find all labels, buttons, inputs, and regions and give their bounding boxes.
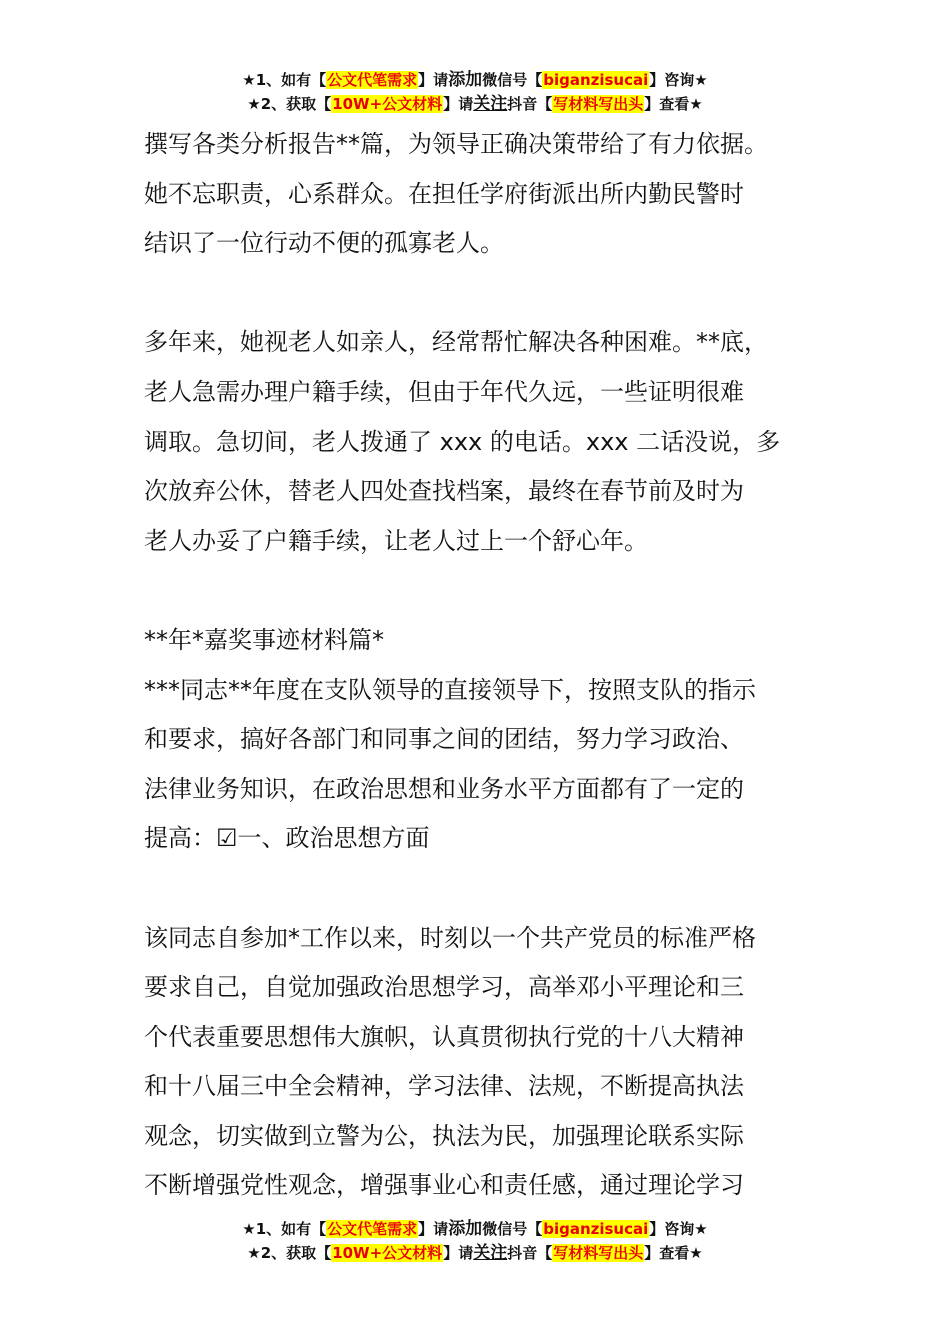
emphasis-text: 添加 xyxy=(448,70,483,90)
text-line: 个代表重要思想伟大旗帜，认真贯彻执行党的十八大精神 xyxy=(144,1022,744,1051)
banner-text: 】咨询★ xyxy=(649,1220,708,1238)
text-line: 要求自己，自觉加强政治思想学习，高举邓小平理论和三 xyxy=(144,973,744,1002)
paragraph-3 xyxy=(144,666,844,864)
banner-text: 】咨询★ xyxy=(649,71,708,89)
banner-text: 】查看★ xyxy=(644,95,703,113)
text-line: 老人办妥了户籍手续，让老人过上一个舒心年。 xyxy=(144,526,648,555)
banner-text: 】请 xyxy=(418,1220,449,1238)
paragraph-gap xyxy=(144,566,844,616)
douyin-account: 写材料写出头 xyxy=(553,95,644,113)
highlight-text: 10W+公文材料 xyxy=(332,1244,443,1262)
wechat-id: biganzisucai xyxy=(543,1220,649,1238)
banner-text: 抖音【 xyxy=(507,95,553,113)
text-line: 次放弃公休，替老人四处查找档案，最终在春节前及时为 xyxy=(144,477,744,506)
text-line: 老人急需办理户籍手续，但由于年代久远，一些证明很难 xyxy=(144,377,744,406)
emphasis-text: 添加 xyxy=(448,1219,483,1239)
bottom-banner xyxy=(0,1217,950,1265)
paragraph-1 xyxy=(144,120,844,269)
paragraph-4 xyxy=(144,914,844,1212)
banner-text: 】请 xyxy=(443,1244,474,1262)
document-body xyxy=(144,120,844,1211)
banner-line-1 xyxy=(0,68,950,92)
banner-text: 】查看★ xyxy=(644,1244,703,1262)
highlight-text: 公文代笔需求 xyxy=(327,71,418,89)
heading-text: **年*嘉奖事迹材料篇* xyxy=(144,625,384,654)
section-heading xyxy=(144,616,844,666)
douyin-account: 写材料写出头 xyxy=(553,1244,644,1262)
banner-line-2 xyxy=(0,92,950,116)
text-line: 提高：☑一、政治思想方面 xyxy=(144,824,430,853)
text-line: 和要求，搞好各部门和同事之间的团结，努力学习政治、 xyxy=(144,725,744,754)
banner-line-2 xyxy=(0,1241,950,1265)
text-line: 结识了一位行动不便的孤寡老人。 xyxy=(144,229,504,258)
emphasis-text: 关注 xyxy=(473,1243,508,1263)
banner-text: ★1、如有【 xyxy=(242,1220,327,1238)
banner-text: 抖音【 xyxy=(507,1244,553,1262)
banner-text: ★2、获取【 xyxy=(247,1244,332,1262)
paragraph-gap xyxy=(144,269,844,319)
text-line: 多年来，她视老人如亲人，经常帮忙解决各种困难。**底， xyxy=(144,328,768,357)
paragraph-2 xyxy=(144,318,844,566)
text-line: 观念，切实做到立警为公，执法为民，加强理论联系实际 xyxy=(144,1121,744,1150)
highlight-text: 公文代笔需求 xyxy=(327,1220,418,1238)
banner-text: 微信号【 xyxy=(482,71,543,89)
text-line: 她不忘职责，心系群众。在担任学府街派出所内勤民警时 xyxy=(144,179,744,208)
text-line: 该同志自参加*工作以来，时刻以一个共产党员的标准严格 xyxy=(144,923,756,952)
text-line: ***同志**年度在支队领导的直接领导下，按照支队的指示 xyxy=(144,675,756,704)
banner-text: ★1、如有【 xyxy=(242,71,327,89)
text-line: 撰写各类分析报告**篇，为领导正确决策带给了有力依据。 xyxy=(144,130,768,158)
banner-line-1 xyxy=(0,1217,950,1241)
banner-text: 微信号【 xyxy=(482,1220,543,1238)
top-banner xyxy=(0,68,950,116)
text-line: 法律业务知识，在政治思想和业务水平方面都有了一定的 xyxy=(144,774,744,803)
text-line: 调取。急切间，老人拨通了 xxx 的电话。xxx 二话没说，多 xyxy=(144,427,781,456)
banner-text: ★2、获取【 xyxy=(247,95,332,113)
highlight-text: 10W+公文材料 xyxy=(332,95,443,113)
wechat-id: biganzisucai xyxy=(543,71,649,89)
banner-text: 】请 xyxy=(418,71,449,89)
text-line: 和十八届三中全会精神，学习法律、法规，不断提高执法 xyxy=(144,1072,744,1101)
emphasis-text: 关注 xyxy=(473,94,508,114)
banner-text: 】请 xyxy=(443,95,474,113)
paragraph-gap xyxy=(144,864,844,914)
text-line: 不断增强党性观念，增强事业心和责任感，通过理论学习 xyxy=(144,1171,744,1200)
